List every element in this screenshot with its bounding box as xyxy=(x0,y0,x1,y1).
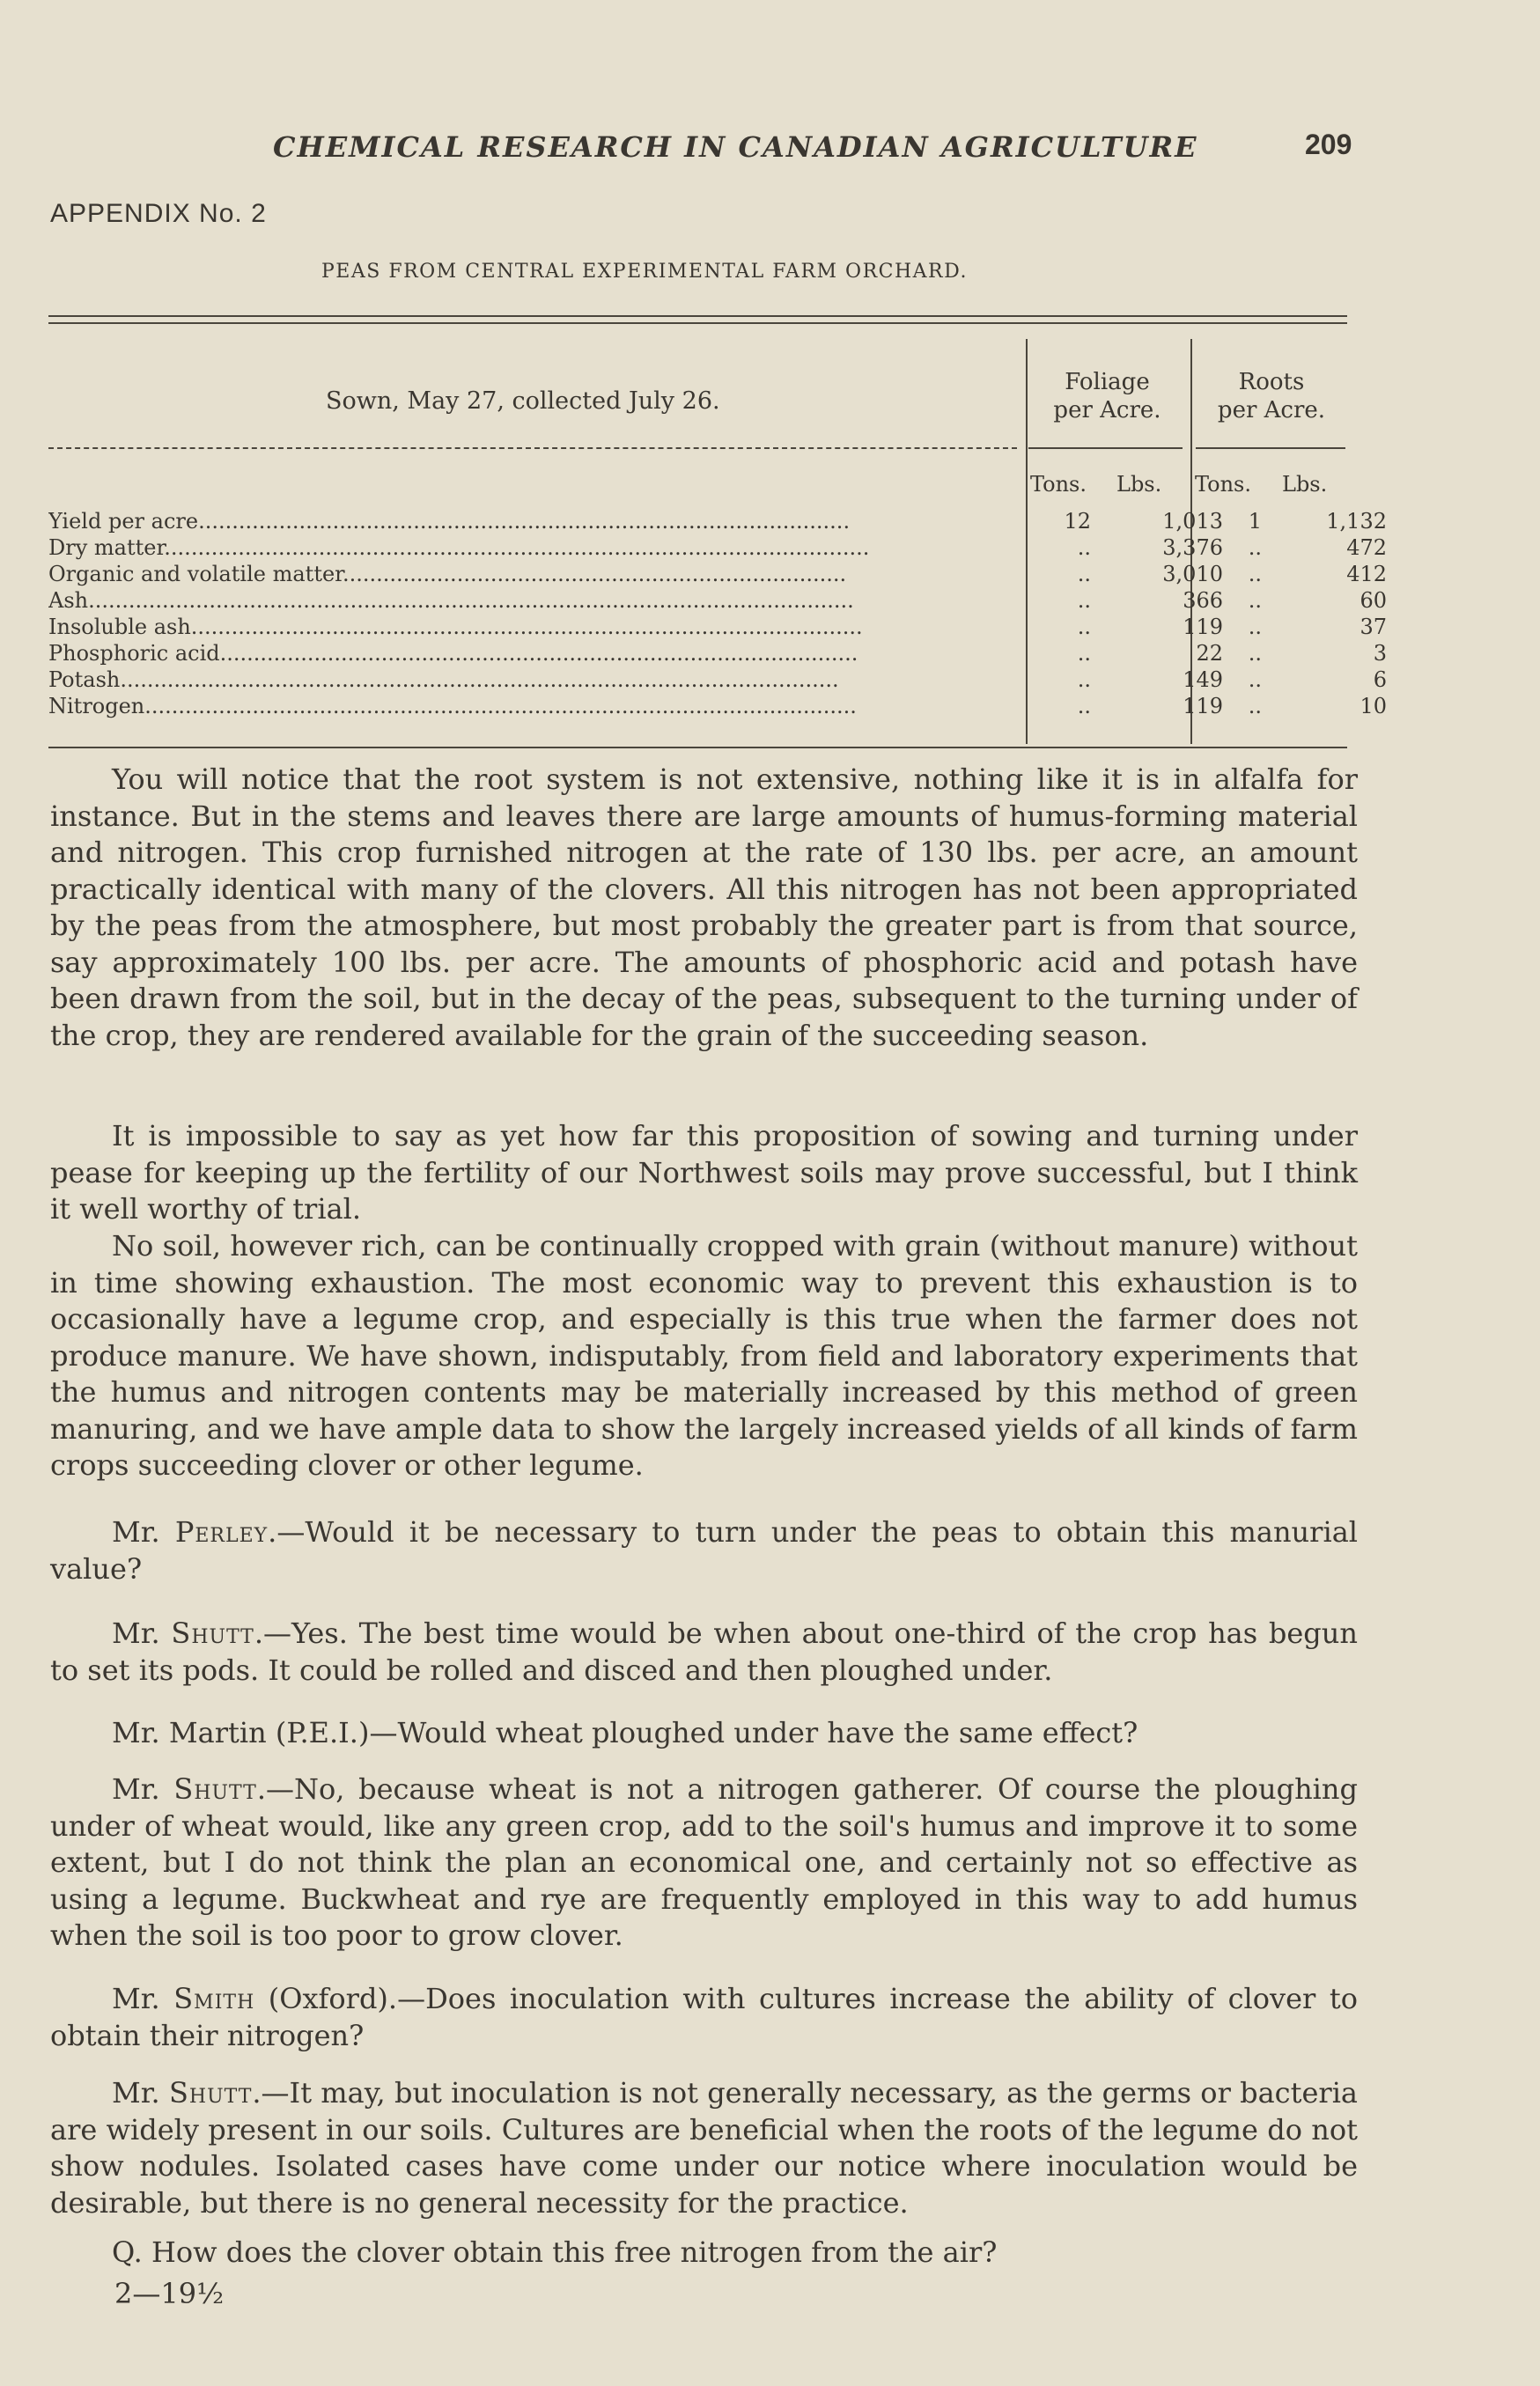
speaker-prefix: Mr. xyxy=(112,1616,172,1650)
foliage-lbs: 149 xyxy=(1183,667,1223,692)
question-text: (Oxford).—Does inoculation with cultures increase the ability of clover to obtain their nitrogen? xyxy=(50,1982,1359,2052)
row-label: Organic and volatile matter........................................................................... xyxy=(48,562,847,586)
answer-shutt-1 xyxy=(50,1616,1358,1689)
row-label: Insoluble ash.................................................................................................... xyxy=(48,615,863,639)
row-label: Ash.................................................................................................................. xyxy=(48,588,854,613)
speaker-name: Smith xyxy=(173,1982,255,2015)
table-row xyxy=(48,693,1387,719)
roots-heading xyxy=(1196,368,1347,424)
row-label: Dry matter......................................................................................................... xyxy=(48,535,870,560)
row-label: Potash........................................................................................................... xyxy=(48,667,839,692)
roots-lbs: 6 xyxy=(1373,667,1387,692)
question-martin: Mr. Martin (P.E.I.)—Would wheat ploughed under have the same effect? xyxy=(112,1716,1138,1749)
answer-text: .—It may, but inoculation is not generally necessary, as the germs or bacteria are widely present in our soils. Cultures are beneficial when the roots of the legume do not show nodules. Isolated cases have come under our notice where inoculation would be desirable, but there is no general necessity for the practice. xyxy=(50,2076,1359,2220)
unit-roots-lbs: Lbs. xyxy=(1282,472,1328,497)
answer-shutt-3 xyxy=(50,2075,1358,2221)
speaker-prefix: Mr. xyxy=(112,2076,169,2110)
paragraph-proposition: It is impossible to say as yet how far this proposition of sowing and turning under pease for keeping up the fertility of our Northwest soils may prove successful, but I think it well worthy of trial. xyxy=(50,1119,1358,1226)
speaker-name: Shutt xyxy=(168,2076,253,2110)
speaker-name: Shutt xyxy=(171,1616,254,1650)
answer-text: .—Yes. The best time would be when about one-third of the crop has begun to set its pods. It could be rolled and disced and then ploughed under. xyxy=(50,1616,1359,1687)
row-label: Nitrogen.......................................................................................................... xyxy=(48,694,857,718)
roots-tons: .. xyxy=(1248,588,1262,613)
roots-lbs: 37 xyxy=(1359,615,1387,639)
table-row xyxy=(48,587,1387,614)
foliage-lbs: 366 xyxy=(1183,588,1223,613)
foliage-lbs: 3,010 xyxy=(1162,562,1223,586)
foliage-tons: .. xyxy=(1077,615,1091,639)
row-label: Phosphoric acid............................................................................................... xyxy=(48,641,858,666)
question-perley xyxy=(50,1514,1358,1587)
foliage-lbs: 119 xyxy=(1183,694,1223,718)
foliage-head-rule xyxy=(1028,447,1183,449)
speaker-prefix: Mr. xyxy=(112,1772,174,1806)
roots-lbs: 1,132 xyxy=(1326,509,1387,534)
unit-roots-tons: Tons. xyxy=(1195,472,1251,497)
roots-heading-line1: Roots xyxy=(1238,369,1305,395)
foliage-lbs: 22 xyxy=(1196,641,1223,666)
appendix-label: APPENDIX No. 2 xyxy=(50,199,267,228)
speaker-prefix: Mr. xyxy=(112,1515,175,1549)
stub-heading: Sown, May 27, collected July 26. xyxy=(326,387,720,415)
roots-lbs: 412 xyxy=(1346,562,1387,586)
table-row xyxy=(48,666,1387,693)
roots-lbs: 3 xyxy=(1373,641,1387,666)
page-number: 209 xyxy=(1305,129,1352,160)
table-top-rule xyxy=(48,315,1347,317)
paragraph-root-system: You will notice that the root system is not extensive, nothing like it is in alfalfa for instance. But in the stems and leaves there are large amounts of humus-forming material and nitrogen. This crop furnished nitrogen at the rate of 130 lbs. per acre, an amount practically identical with many of the clovers. All this nitrogen has not been appropriated by the peas from the atmosphere, but most probably the greater part is from that source, say approximately 100 lbs. per acre. The amounts of phosphoric acid and potash have been drawn from the soil, but in the decay of the peas, subsequent to the turning under of the crop, they are rendered available for the grain of the succeeding season. xyxy=(50,762,1358,1052)
signature-mark: 2—19½ xyxy=(114,2277,225,2310)
foliage-heading-line2: per Acre. xyxy=(1053,397,1161,423)
speaker-name: Perley xyxy=(174,1515,269,1549)
roots-head-rule xyxy=(1196,447,1345,449)
foliage-lbs: 3,376 xyxy=(1162,535,1223,560)
foliage-tons: .. xyxy=(1077,562,1091,586)
foliage-tons: .. xyxy=(1077,641,1091,666)
roots-tons: .. xyxy=(1248,562,1262,586)
foliage-tons: 12 xyxy=(1064,509,1091,534)
unit-foliage-lbs: Lbs. xyxy=(1116,472,1162,497)
roots-tons: .. xyxy=(1248,667,1262,692)
roots-tons: .. xyxy=(1248,641,1262,666)
roots-tons: .. xyxy=(1248,615,1262,639)
answer-shutt-2 xyxy=(50,1771,1358,1955)
table-row xyxy=(48,561,1387,587)
table-top-rule-2 xyxy=(48,322,1347,324)
foliage-tons: .. xyxy=(1077,535,1091,560)
foliage-heading-line1: Foliage xyxy=(1065,369,1150,395)
answer-text: .—No, because wheat is not a nitrogen gatherer. Of course the ploughing under of wheat would, like any green crop, add to the soil's humus and improve it to some extent, but I do not think the plan an economical one, and certainly not so effective as using a legume. Buckwheat and rye are frequently employed in this way to add humus when the soil is too poor to grow clover. xyxy=(50,1772,1359,1952)
roots-tons: 1 xyxy=(1248,509,1262,534)
roots-lbs: 10 xyxy=(1359,694,1387,718)
table-row xyxy=(48,614,1387,640)
table-row xyxy=(48,534,1387,561)
foliage-heading xyxy=(1030,368,1184,424)
row-label: Yield per acre................................................................................................. xyxy=(48,509,851,534)
speaker-prefix: Mr. xyxy=(112,1982,174,2015)
question-smith xyxy=(50,1981,1358,2054)
stub-head-rule xyxy=(48,447,1017,449)
paragraph-exhaustion: No soil, however rich, can be continually cropped with grain (without manure) without in time showing exhaustion. The most economic way to prevent this exhaustion is to occasionally have a legume crop, and especially is this true when the farmer does not produce manure. We have shown, indisputably, from field and laboratory experiments that the humus and nitrogen contents may be materially increased by this method of green manuring, and we have ample data to show the largely increased yields of all kinds of farm crops succeeding clover or other legume. xyxy=(50,1229,1358,1482)
table-title: PEAS FROM CENTRAL EXPERIMENTAL FARM ORCHARD. xyxy=(321,261,968,283)
foliage-tons: .. xyxy=(1077,694,1091,718)
roots-lbs: 472 xyxy=(1346,535,1387,560)
table-row xyxy=(48,640,1387,666)
unit-foliage-tons: Tons. xyxy=(1030,472,1087,497)
roots-heading-line2: per Acre. xyxy=(1217,397,1326,423)
running-title: CHEMICAL RESEARCH IN CANADIAN AGRICULTURE xyxy=(273,130,1198,164)
table-bottom-rule xyxy=(48,747,1347,748)
question-text: .—Would it be necessary to turn under the peas to obtain this manurial value? xyxy=(50,1515,1359,1586)
table-row xyxy=(48,508,1387,534)
roots-lbs: 60 xyxy=(1359,588,1387,613)
foliage-tons: .. xyxy=(1077,667,1091,692)
foliage-lbs: 1,013 xyxy=(1162,509,1223,534)
foliage-lbs: 119 xyxy=(1183,615,1223,639)
question-clover-nitrogen: Q. How does the clover obtain this free nitrogen from the air? xyxy=(112,2235,998,2269)
roots-tons: .. xyxy=(1248,535,1262,560)
speaker-name: Shutt xyxy=(173,1772,257,1806)
foliage-tons: .. xyxy=(1077,588,1091,613)
roots-tons: .. xyxy=(1248,694,1262,718)
